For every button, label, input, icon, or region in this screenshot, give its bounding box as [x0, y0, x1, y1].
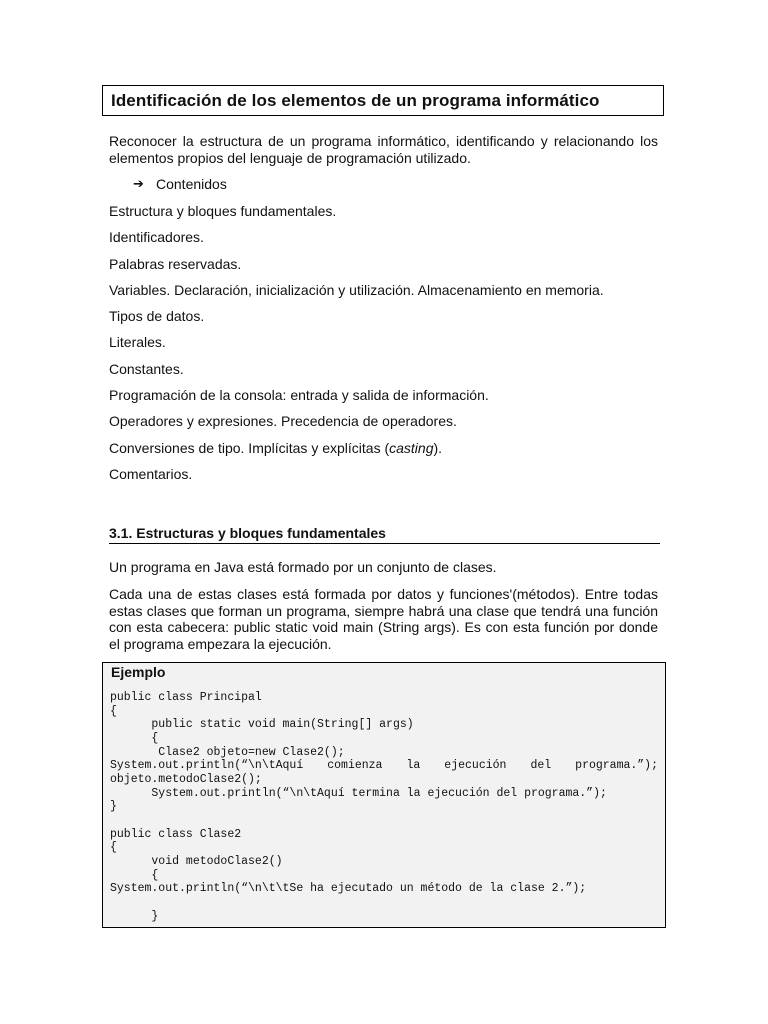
contents-item: Identificadores.	[109, 229, 204, 245]
code-line: Clase2 objeto=new Clase2();	[110, 746, 345, 759]
code-line: public class Clase2	[110, 828, 242, 841]
casting-before: Conversiones de tipo. Implícitas y explícitas (	[109, 440, 390, 456]
code-line: }	[110, 910, 159, 923]
contents-label: Contenidos	[156, 176, 227, 192]
code-line: System.out.println(“\n\tAquí termina la ejecución del programa.”);	[110, 787, 607, 800]
section-paragraph-1: Un programa en Java está formado por un conjunto de clases.	[109, 559, 497, 575]
arrow-right-icon: ➔	[133, 176, 144, 191]
casting-after: ).	[433, 440, 443, 456]
code-line-wrapped: System.out.println(“\n\tAquí comienza la ejecución del programa.”); objeto.metodoClase2();	[110, 759, 658, 786]
section-heading: 3.1. Estructuras y bloques fundamentales	[109, 525, 660, 544]
code-line: {	[110, 705, 117, 718]
code-line: public class Principal	[110, 691, 262, 704]
contents-item: Variables. Declaración, inicialización y utilización. Almacenamiento en memoria.	[109, 282, 604, 298]
contents-item-casting	[109, 440, 442, 456]
code-line: }	[110, 800, 117, 813]
code-line: {	[110, 841, 117, 854]
code-line: {	[110, 869, 159, 882]
contents-item: Tipos de datos.	[109, 308, 205, 324]
code-line-wrapped: System.out.println(“\n\t\tSe ha ejecutado un método de la clase 2.”);	[110, 882, 587, 895]
contents-item: Palabras reservadas.	[109, 256, 242, 272]
casting-italic: casting	[389, 440, 434, 456]
example-label: Ejemplo	[111, 664, 166, 680]
contents-item: Operadores y expresiones. Precedencia de operadores.	[109, 413, 457, 429]
contents-item: Literales.	[109, 334, 166, 350]
contents-item: Constantes.	[109, 361, 184, 377]
section-paragraph-2: Cada una de estas clases está formada por datos y funciones'(métodos). Entre todas estas clases que forman un programa, siempre habrá una clase que tendrá una función con esta cabecera: public static void main (String args). Es con esta función por donde el programa empezara la ejecución.	[109, 586, 658, 652]
code-line: {	[110, 732, 159, 745]
code-line: public static void main(String[] args)	[110, 718, 414, 731]
code-line: void metodoClase2()	[110, 855, 283, 868]
intro-paragraph: Reconocer la estructura de un programa informático, identificando y relacionando los elementos propios del lenguaje de programación utilizado.	[109, 133, 658, 166]
contents-item: Comentarios.	[109, 466, 193, 482]
page-title: Identificación de los elementos de un programa informático	[102, 85, 664, 116]
contents-item: Estructura y bloques fundamentales.	[109, 203, 337, 219]
contents-item: Programación de la consola: entrada y salida de información.	[109, 387, 489, 403]
